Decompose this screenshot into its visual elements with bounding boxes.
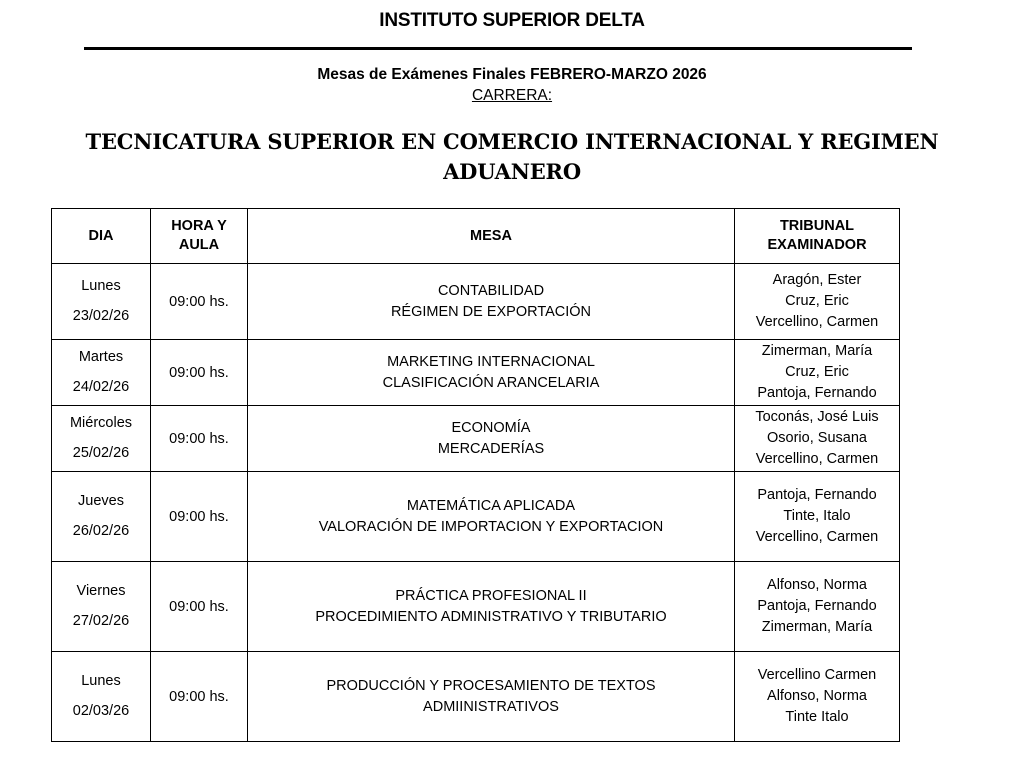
cell-tribunal [735, 264, 900, 340]
col-header-mesa: MESA [248, 209, 735, 264]
examiner-name: Alfonso, Norma [767, 688, 867, 704]
cell-hora: 09:00 hs. [151, 562, 248, 652]
cell-hora: 09:00 hs. [151, 406, 248, 472]
day-name: Jueves [78, 493, 124, 509]
examiner-name: Toconás, José Luis [755, 409, 879, 425]
table-row [52, 652, 900, 742]
col-header-dia: DIA [52, 209, 151, 264]
cell-tribunal [735, 562, 900, 652]
subject-name: PROCEDIMIENTO ADMINISTRATIVO Y TRIBUTARIO [315, 608, 667, 625]
career-label: CARRERA: [471, 87, 553, 104]
table-row [52, 406, 900, 472]
cell-hora: 09:00 hs. [151, 264, 248, 340]
table-row [52, 562, 900, 652]
examiner-name: Tinte, Italo [783, 508, 851, 524]
subject-name: CONTABILIDAD [437, 282, 545, 299]
exam-date: 24/02/26 [72, 379, 130, 395]
examiner-name: Aragón, Ester [772, 272, 862, 288]
day-name: Lunes [81, 673, 121, 689]
exam-period-subtitle: Mesas de Exámenes Finales FEBRERO-MARZO 2026 [317, 66, 707, 83]
subject-name: MATEMÁTICA APLICADA [406, 497, 576, 514]
examiner-name: Zimerman, María [761, 343, 873, 359]
cell-mesa [248, 340, 735, 406]
examiner-name: Vercellino Carmen [757, 667, 877, 683]
cell-hora: 09:00 hs. [151, 652, 248, 742]
examiner-name: Tinte Italo [785, 709, 849, 725]
cell-tribunal [735, 406, 900, 472]
examiner-name: Vercellino, Carmen [755, 529, 879, 545]
cell-mesa [248, 406, 735, 472]
cell-mesa [248, 652, 735, 742]
subject-name: ECONOMÍA [451, 419, 531, 436]
exam-schedule-table [51, 208, 900, 742]
table-row [52, 340, 900, 406]
examiner-name: Cruz, Eric [785, 293, 849, 309]
examiner-name: Pantoja, Fernando [757, 385, 877, 401]
cell-dia [52, 652, 151, 742]
examiner-name: Pantoja, Fernando [757, 598, 877, 614]
cell-dia [52, 472, 151, 562]
cell-hora: 09:00 hs. [151, 340, 248, 406]
institution-name: INSTITUTO SUPERIOR DELTA [379, 10, 645, 31]
cell-dia [52, 340, 151, 406]
table-row [52, 472, 900, 562]
day-name: Martes [78, 349, 124, 365]
cell-dia [52, 562, 151, 652]
exam-date: 25/02/26 [72, 445, 130, 461]
exam-date: 23/02/26 [72, 308, 130, 324]
exam-date: 27/02/26 [72, 613, 130, 629]
subject-name: CLASIFICACIÓN ARANCELARIA [382, 374, 600, 391]
cell-dia [52, 264, 151, 340]
day-name: Viernes [76, 583, 126, 599]
cell-dia [52, 406, 151, 472]
subject-name: PRODUCCIÓN Y PROCESAMIENTO DE TEXTOS [326, 677, 656, 694]
col-header-tribunal: TRIBUNAL EXAMINADOR [735, 209, 900, 264]
examiner-name: Zimerman, María [761, 619, 873, 635]
subject-name: ADMIINISTRATIVOS [423, 698, 559, 715]
career-title: TECNICATURA SUPERIOR EN COMERCIO INTERNACIONAL Y REGIMEN ADUANERO [85, 129, 939, 184]
table-header-row [52, 209, 900, 264]
subject-name: PRÁCTICA PROFESIONAL II [395, 587, 587, 604]
examiner-name: Osorio, Susana [767, 430, 867, 446]
col-header-hora-aula: HORA Y AULA [151, 209, 248, 264]
cell-mesa [248, 264, 735, 340]
examiner-name: Vercellino, Carmen [755, 314, 879, 330]
cell-mesa [248, 472, 735, 562]
cell-tribunal [735, 472, 900, 562]
subject-name: RÉGIMEN DE EXPORTACIÓN [390, 303, 592, 320]
examiner-name: Cruz, Eric [785, 364, 849, 380]
subject-name: MERCADERÍAS [437, 440, 545, 457]
day-name: Lunes [81, 278, 121, 294]
examiner-name: Vercellino, Carmen [755, 451, 879, 467]
exam-date: 02/03/26 [72, 703, 130, 719]
career-label-line [0, 87, 1024, 105]
table-row [52, 264, 900, 340]
examiner-name: Alfonso, Norma [767, 577, 867, 593]
subject-name: MARKETING INTERNACIONAL [387, 353, 595, 370]
cell-mesa [248, 562, 735, 652]
day-name: Miércoles [69, 415, 133, 431]
exam-date: 26/02/26 [72, 523, 130, 539]
subject-name: VALORACIÓN DE IMPORTACION Y EXPORTACION [318, 518, 664, 535]
examiner-name: Pantoja, Fernando [757, 487, 877, 503]
cell-tribunal [735, 652, 900, 742]
cell-hora: 09:00 hs. [151, 472, 248, 562]
cell-tribunal [735, 340, 900, 406]
header-divider [84, 47, 912, 50]
